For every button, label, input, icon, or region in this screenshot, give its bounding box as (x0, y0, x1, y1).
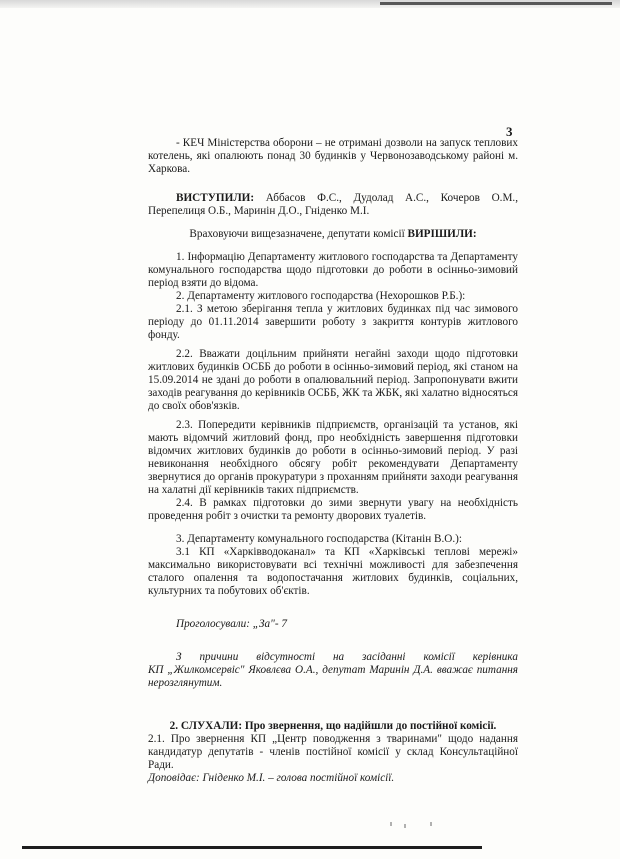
decision-item-1: 1. Інформацію Департаменту житлового господарства та Департаменту комунального господарства щодо підготовки до роботи в осінньо-зимовий період взяти до відома. (148, 251, 518, 289)
decision-item-2-2: 2.2. Вважати доцільним прийняти негайні заходи щодо підготовки житлових будинків ОСББ до роботи в осінньо-зимовий період, які станом на 15.09.2014 не здані до роботи в опалювальний період. Запропонувати вжити заходів реагування до керівників ОСББ, ЖК та ЖБК, які халатно відносяться до своїх обов'язків. (148, 348, 518, 412)
vystupyly-names: Аббасов Ф.С., Дудолад А.С., Кочеров О.М., Перепелиця О.Б., Маринін Д.О., Гніденко М.І. (148, 192, 518, 217)
absence-first-line (148, 651, 518, 664)
paragraph-vystupyly (148, 192, 518, 218)
section-2-item-1: 2.1. Про звернення КП „Центр поводження з тваринами" щодо надання кандидатур депутатів - членів постійної комісії у склад Консультаційної Ради. (148, 733, 518, 771)
decision-item-3-1: 3.1 КП «Харківводоканал» та КП «Харківські теплові мережі» максимально використовувати всі технічні можливості для забезпечення сталого опалення та водопостачання житлових будинків, соціальних, культурних та побутових об'єктів. (148, 546, 518, 597)
dopovidac-text: Доповідає: Гніденко М.І. – голова постійної комісії. (148, 772, 395, 784)
document-body (148, 137, 518, 785)
absence-word: З (176, 651, 182, 663)
absence-word: причини (199, 651, 239, 663)
absence-word: на (332, 651, 345, 663)
vote-result: Проголосували: „За"- 7 (176, 618, 287, 630)
decision-item-2-3: 2.3. Попередити керівників підприємств, організацій та установ, які мають відомчий житловий фонд, про необхідність завершення підготовки відомчих житлових будинків до роботи в осінньо-зимовий період. У разі невиконання необхідного обсягу робіт рекомендувати Департаменту звернутися до органів прокуратури з проханням прийняти заходи реагування на халатні дії керівників таких підприємств. (148, 419, 518, 496)
decision-item-2-4: 2.4. В рамках підготовки до зими звернути увагу на необхідність проведення робіт з очистки та ремонту дворових туалетів. (148, 497, 518, 522)
section-2-heading (148, 720, 518, 733)
paragraph-kech: - КЕЧ Міністерства оборони – не отримані дозволи на запуск теплових котелень, які опалюють понад 30 будинків у Червонозаводському районі м. Харкова. (148, 137, 518, 175)
section-2-speaker (148, 772, 518, 785)
paragraph-vrakhovuyuchy (148, 228, 518, 241)
absence-word: відсутності (256, 651, 316, 663)
scan-speck (430, 822, 432, 826)
decision-item-3: 3. Департаменту комунального господарства (Кітанін В.О.): (176, 533, 462, 545)
decision-item-2-1: 2.1. З метою зберігання тепла у житлових будинках під час зимового періоду до 01.11.2014 завершити роботу з закриття контурів житлового фонду. (148, 303, 518, 341)
page-number: 3 (506, 124, 513, 139)
decision-item-2: 2. Департаменту житлового господарства (Нехорошков Р.Б.): (176, 290, 466, 302)
scan-speck (390, 822, 392, 826)
absence-word: комісії (423, 651, 455, 663)
section-2-heading-text: 2. СЛУХАЛИ: Про звернення, що надійшли до постійної комісії. (169, 720, 497, 732)
absence-rest: КП „Жилкомсервіс" Яковлєва О.А., депутат Маринін Д.А. вважає питання нерозглянутим. (148, 664, 518, 689)
absence-word: засіданні (362, 651, 406, 663)
absence-word: керівника (472, 651, 518, 663)
absence-note (148, 651, 518, 690)
vrakhovuyuchy-text: Враховуючи вищезазначене, депутати комісії (189, 228, 405, 240)
scan-top-edge-line (380, 2, 612, 5)
vyrishyly-label: ВИРІШИЛИ: (407, 228, 477, 240)
vystupyly-label: ВИСТУПИЛИ: (176, 192, 255, 204)
scan-bottom-edge (22, 846, 482, 849)
scan-speck (404, 824, 406, 828)
